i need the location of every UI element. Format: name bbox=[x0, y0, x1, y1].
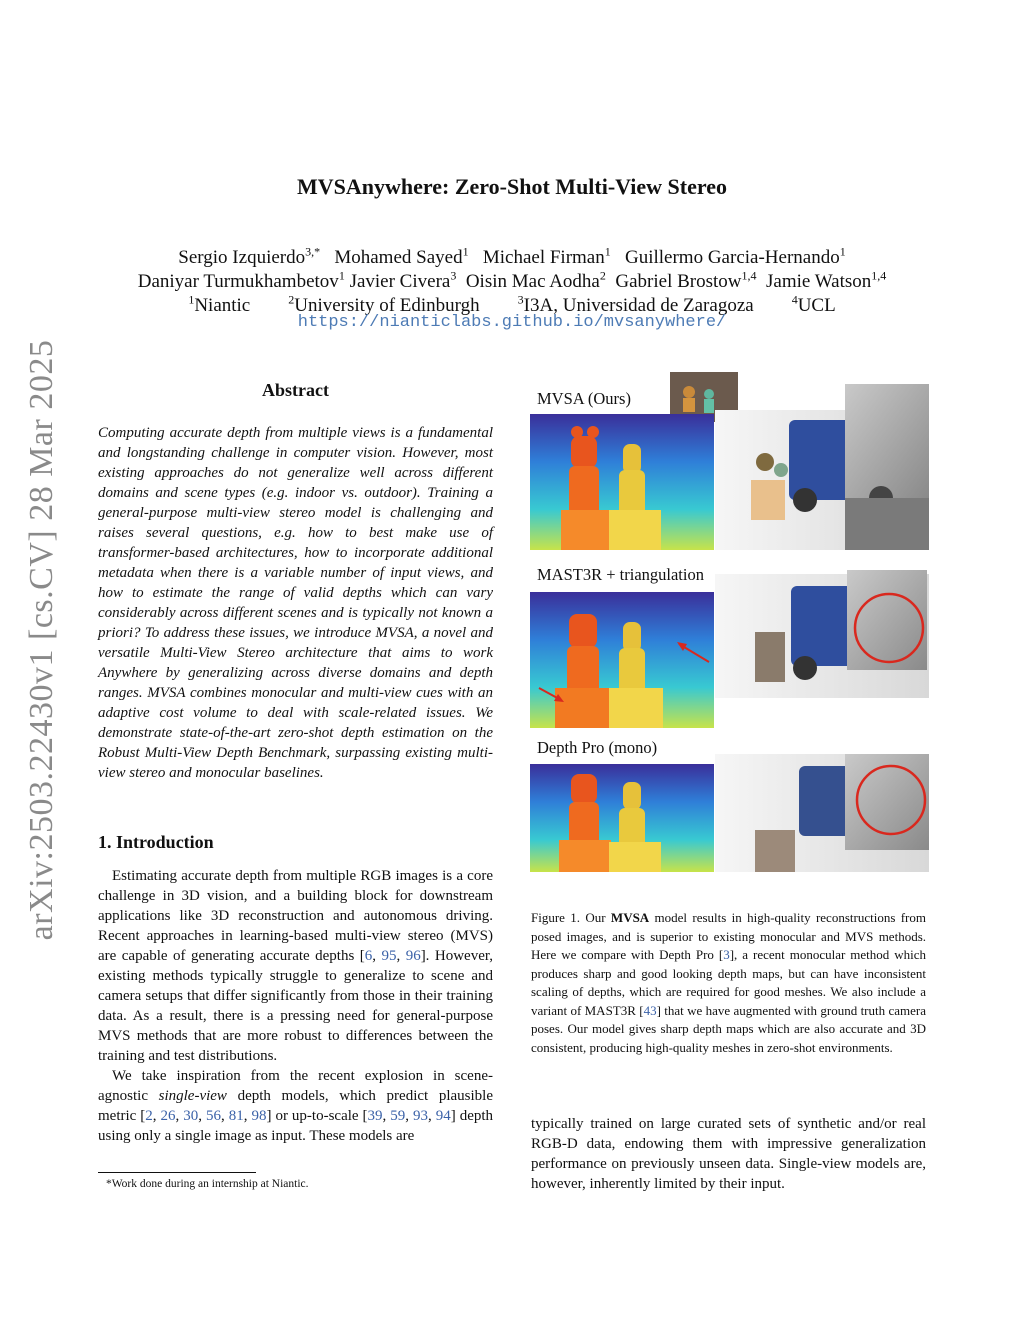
author: Michael Firman$^1$ bbox=[482, 245, 611, 269]
citation-link[interactable]: 43 bbox=[643, 1002, 657, 1018]
figure-caption: Figure 1. Our MVSA model results in high-quality reconstructions from posed images, and is superior to existing monocular and MVS methods. Here we compare with Depth Pro [3], a recent monocular method which produces sharp and good looking depth maps, but can have inconsistent scaling of depths, which are required for good meshes. We also include a variant of MAST3R [43] that we have augmented with ground truth camera poses. Our model gives sharp depth maps which are also accurate and 3D consistent, producing high-quality meshes in zero-shot environments. bbox=[531, 910, 926, 1055]
citation-link[interactable]: 2 bbox=[145, 1108, 153, 1124]
citation-link[interactable]: 39 bbox=[367, 1108, 383, 1124]
panel-label: Depth Pro (mono) bbox=[537, 738, 658, 757]
introduction-text bbox=[98, 866, 493, 1146]
citation-link[interactable]: 6 bbox=[364, 948, 373, 964]
citation-link[interactable]: 56 bbox=[206, 1108, 221, 1124]
citation-link[interactable]: 81 bbox=[228, 1108, 244, 1124]
author: Mohamed Sayed$^1$ bbox=[334, 245, 469, 269]
panel-depthpro bbox=[530, 754, 929, 872]
panel-label: MVSA (Ours) bbox=[537, 389, 631, 408]
author: Jamie Watson$^{1,4}$ bbox=[766, 269, 887, 293]
citation-link[interactable]: 95 bbox=[381, 948, 397, 964]
paragraph: Estimating accurate depth from multiple RGB images is a core challenge in 3D vision, and a building block for downstream applications like 3D reconstruction and autonomous driving. Recent approaches in learning-based multi-view stereo (MVS) are capable of generating accurate depths [6, 95, 96]. However, existing methods typically struggle to generalize to scene and camera setups that differ significantly from those in their training data. As a result, there is a pressing need for general-purpose MVS methods that are more robust to differences between the training and test distributions. bbox=[98, 868, 494, 1064]
abstract-text: Computing accurate depth from multiple views is a fundamental and longstanding challenge in computer vision. However, most existing approaches do not generalize well across different domains and scene types (e.g. indoor vs. outdoor). Training a general-purpose multi-view stereo model is challenging and raises several questions, e.g. how to best make use of transformer-based architectures, how to incorporate additional metadata when there is a variable number of input views, and how to estimate the range of valid depths which can vary considerably across different scenes and is typically not known a priori? To address these issues, we introduce MVSA, a novel and versatile Multi-View Stereo architecture that aims to work Anywhere by generalizing across diverse domains and depth ranges. MVSA combines monocular and multi-view cues with an adaptive cost volume to deal with scale-related issues. We demonstrate state-of-the-art zero-shot depth estimation on the Robust Multi-View Depth Benchmark, surpassing existing multi-view stereo and monocular baselines. bbox=[98, 425, 493, 781]
panel-mast3r bbox=[530, 570, 929, 728]
affiliation: $^4$UCL bbox=[791, 293, 836, 317]
citation-link[interactable]: 96 bbox=[405, 948, 421, 964]
affiliation: $^3$I3A, Universidad de Zaragoza bbox=[517, 293, 754, 317]
footnote-rule bbox=[98, 1172, 256, 1173]
paragraph: We take inspiration from the recent explosion in scene-agnostic single-view depth models, which predict plausible metric [2, 26, 30, 56, 81, 98] or up-to-scale [39, 59, 93, 94] depth using only a single image as input. These models are bbox=[98, 1068, 494, 1144]
arxiv-margin-stamp: arXiv:2503.22430v1 [cs.CV] 28 Mar 2025 bbox=[23, 339, 60, 941]
author: Daniyar Turmukhambetov$^1$ bbox=[137, 269, 345, 293]
figure-1 bbox=[529, 370, 929, 880]
author: Oisin Mac Aodha$^2$ bbox=[465, 269, 606, 293]
citation-link[interactable]: 98 bbox=[251, 1108, 267, 1124]
author: Guillermo Garcia-Hernando$^1$ bbox=[624, 245, 846, 269]
citation-link[interactable]: 94 bbox=[435, 1108, 451, 1124]
citation-link[interactable]: 59 bbox=[390, 1108, 406, 1124]
citation-link[interactable]: 93 bbox=[413, 1108, 428, 1124]
footnote: *Work done during an internship at Niantic. bbox=[106, 1178, 309, 1190]
author: Gabriel Brostow$^{1,4}$ bbox=[615, 269, 757, 293]
panel-label: MAST3R + triangulation bbox=[537, 565, 704, 584]
author: Sergio Izquierdo$^{3,*}$ bbox=[178, 245, 321, 269]
affiliation: $^2$University of Edinburgh bbox=[288, 293, 480, 317]
abstract-heading: Abstract bbox=[262, 380, 329, 400]
affiliation: $^1$Niantic bbox=[188, 293, 251, 317]
citation-link[interactable]: 30 bbox=[183, 1108, 199, 1124]
author: Javier Civera$^3$ bbox=[349, 269, 457, 293]
citation-link[interactable]: 26 bbox=[160, 1108, 176, 1124]
citation-link[interactable]: 3 bbox=[723, 947, 730, 962]
introduction-heading: 1. Introduction bbox=[98, 832, 214, 852]
paper-title: MVSAnywhere: Zero-Shot Multi-View Stereo bbox=[297, 174, 727, 199]
right-column-text: typically trained on large curated sets of synthetic and/or real RGB-D data, endowing them with impressive generalization performance on previously unseen data. Single-view models are, however, inherently limited by their input. bbox=[531, 1116, 926, 1192]
project-url[interactable]: https://nianticlabs.github.io/mvsanywhere/ bbox=[297, 313, 727, 332]
